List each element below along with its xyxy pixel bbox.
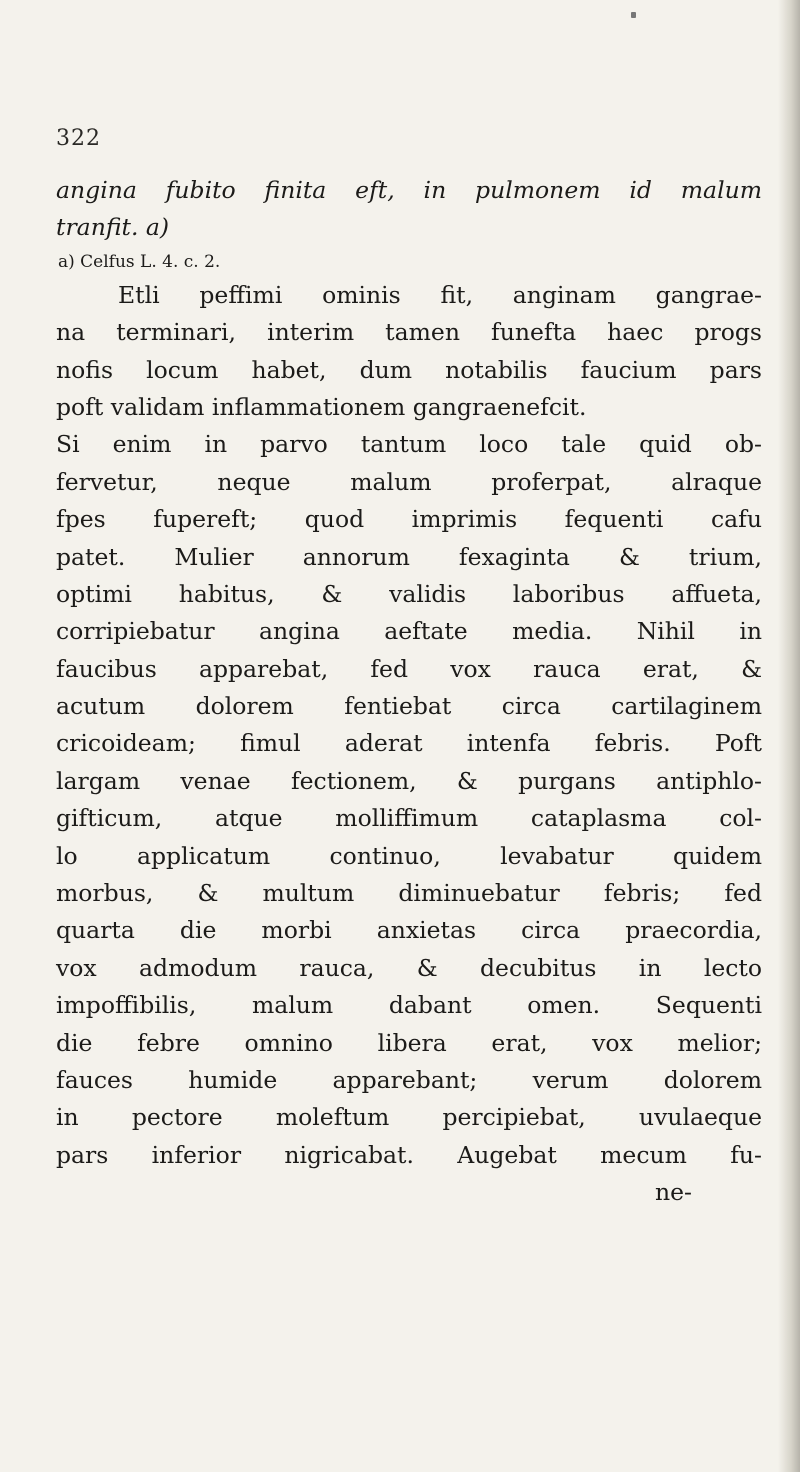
text-line: faucibus apparebat, fed vox rauca erat, & (56, 654, 762, 683)
text-line: Etli peffimi ominis fit, anginam gangrae- (118, 280, 762, 309)
footnote-line: a) Celfus L. 4. c. 2. (58, 251, 221, 272)
text-line: impoffibilis, malum dabant omen. Sequenti (56, 991, 762, 1020)
body-text (56, 172, 762, 1212)
text-line: pars inferior nigricabat. Augebat mecum fu- (56, 1140, 762, 1169)
text-line: fpes fupereft; quod imprimis fequenti cafu (56, 505, 762, 534)
text-line: optimi habitus, & validis laboribus affueta, (56, 579, 762, 608)
page-edge-shadow (778, 0, 800, 1472)
page-number: 322 (56, 126, 101, 151)
text-line: morbus, & multum diminuebatur febris; fed (56, 879, 762, 908)
text-line: tranfit. a) (56, 213, 170, 242)
text-line: Si enim in parvo tantum loco tale quid ob- (56, 430, 762, 459)
text-line: poft validam inflammationem gangraenefcit. (56, 392, 587, 421)
print-mark (631, 12, 636, 18)
text-line: angina fubito finita eft, in pulmonem id malum (56, 176, 762, 204)
text-line: fervetur, neque malum proferpat, alraque (56, 467, 762, 496)
text-line: vox admodum rauca, & decubitus in lecto (56, 953, 762, 982)
text-line: gifticum, atque molliffimum cataplasma col- (56, 804, 762, 833)
text-line: fauces humide apparebant; verum dolorem (56, 1065, 762, 1094)
text-line: patet. Mulier annorum fexaginta & trium, (56, 542, 762, 571)
text-line: quarta die morbi anxietas circa praecordia, (56, 916, 762, 945)
text-line: acutum dolorem fentiebat circa cartilaginem (56, 692, 762, 721)
text-line: cricoideam; fimul aderat intenfa febris. Poft (56, 729, 762, 758)
text-line: die febre omnino libera erat, vox melior; (56, 1028, 762, 1057)
text-line: largam venae fectionem, & purgans antiphlo- (56, 766, 762, 795)
text-line: in pectore moleftum percipiebat, uvulaeque (56, 1103, 762, 1132)
text-line: nofis locum habet, dum notabilis faucium pars (56, 355, 762, 384)
text-line: na terminari, interim tamen funefta haec progs (56, 318, 762, 347)
text-line: lo applicatum continuo, levabatur quidem (56, 841, 762, 870)
catchword: ne- (655, 1178, 692, 1207)
text-line: corripiebatur angina aeftate media. Nihil in (56, 617, 762, 646)
